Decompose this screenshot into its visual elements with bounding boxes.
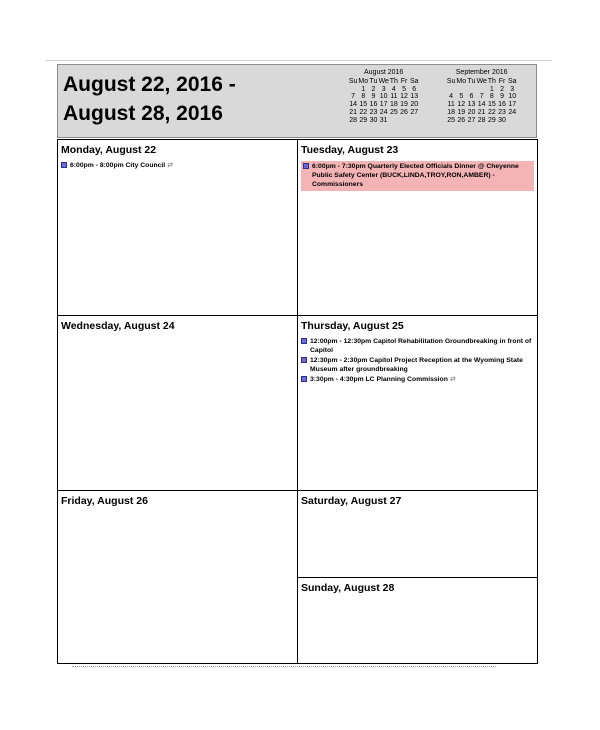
day-title: Wednesday, August 24 (61, 320, 175, 332)
calendar-date[interactable]: 18 (447, 108, 455, 116)
event-list (61, 161, 294, 170)
event-text: 6:00pm - 8:00pm City Council ⇄ (70, 162, 173, 169)
calendar-date[interactable]: 20 (410, 101, 419, 109)
calendar-date[interactable]: 5 (459, 93, 464, 101)
day-title: Thursday, August 25 (301, 320, 404, 332)
week-range-title (63, 70, 323, 128)
calendar-date[interactable]: 12 (457, 101, 466, 109)
calendar-event[interactable] (301, 161, 534, 191)
weekday-header: Fr (498, 77, 506, 85)
weekday-header: Su (348, 77, 358, 85)
calendar-date[interactable]: 26 (457, 116, 466, 124)
calendar-date[interactable]: 7 (351, 93, 356, 101)
weekday-header: Fr (400, 77, 408, 85)
calendar-event[interactable] (301, 337, 534, 355)
calendar-date[interactable]: 28 (477, 116, 486, 124)
mini-calendar-grid (446, 78, 517, 125)
calendar-date[interactable]: 1 (489, 85, 494, 93)
weekday-header: Su (446, 77, 456, 85)
mini-calendar-title: August 2016 (364, 69, 404, 76)
calendar-date (466, 86, 476, 94)
calendar-date[interactable]: 29 (487, 116, 496, 124)
calendar-date[interactable]: 17 (508, 101, 517, 109)
calendar-date (399, 117, 409, 125)
calendar-event[interactable] (301, 375, 534, 384)
calendar-date[interactable]: 3 (510, 85, 515, 93)
calendar-date[interactable]: 16 (498, 101, 506, 109)
calendar-date[interactable]: 27 (467, 116, 476, 124)
calendar-date (348, 86, 358, 94)
calendar-date[interactable]: 26 (400, 108, 408, 116)
day-title: Saturday, August 27 (301, 495, 402, 507)
recurring-arrows-icon: ⇄ (449, 376, 456, 383)
calendar-date[interactable]: 11 (447, 101, 455, 109)
calendar-event-square-icon (301, 357, 307, 363)
day-cell-thursday[interactable] (298, 316, 537, 490)
calendar-date[interactable]: 25 (447, 116, 455, 124)
calendar-date[interactable]: 10 (508, 93, 517, 101)
calendar-event-square-icon (301, 376, 307, 382)
calendar-date[interactable]: 13 (467, 101, 476, 109)
calendar-date (409, 117, 419, 125)
calendar-date[interactable]: 29 (359, 116, 368, 124)
weekday-header: Tu (467, 77, 476, 85)
week-range-start: August 22, 2016 - (63, 73, 236, 96)
calendar-date[interactable]: 3 (381, 85, 386, 93)
calendar-date (507, 117, 517, 125)
day-cell-monday[interactable] (58, 140, 297, 315)
calendar-date[interactable]: 9 (500, 93, 504, 101)
calendar-date[interactable]: 12 (400, 93, 408, 101)
calendar-date[interactable]: 23 (498, 108, 506, 116)
mini-calendar-title: September 2016 (455, 69, 508, 76)
calendar-date[interactable]: 9 (371, 93, 376, 101)
calendar-date[interactable]: 24 (508, 108, 517, 116)
day-cell-friday[interactable] (58, 491, 297, 663)
calendar-date[interactable]: 13 (410, 93, 419, 101)
day-cell-saturday[interactable] (298, 491, 537, 577)
calendar-date[interactable]: 8 (361, 93, 366, 101)
calendar-event-square-icon (301, 338, 307, 344)
calendar-date[interactable]: 21 (477, 108, 486, 116)
calendar-date[interactable]: 15 (359, 101, 368, 109)
day-cell-tuesday[interactable] (298, 140, 537, 315)
calendar-date[interactable]: 25 (389, 108, 398, 116)
calendar-date[interactable]: 20 (467, 108, 476, 116)
calendar-date[interactable]: 2 (500, 85, 504, 93)
calendar-date (389, 117, 399, 125)
calendar-date[interactable]: 19 (457, 108, 466, 116)
calendar-date[interactable]: 2 (371, 85, 376, 93)
calendar-date[interactable]: 19 (400, 101, 408, 109)
calendar-date[interactable]: 8 (489, 93, 494, 101)
weekday-header: We (476, 77, 487, 85)
calendar-date[interactable]: 1 (361, 85, 366, 93)
calendar-date (477, 86, 487, 94)
calendar-date[interactable]: 27 (410, 108, 419, 116)
event-text: 6:00pm - 7:30pm Quarterly Elected Officials Dinner @ Cheyenne Public Safety Center (BUCK,LINDA,TROY,RON,AMBER) - Commissioners (312, 163, 519, 188)
day-title: Tuesday, August 23 (301, 144, 399, 156)
calendar-date[interactable]: 30 (369, 116, 378, 124)
calendar-date[interactable]: 23 (369, 108, 378, 116)
calendar-date[interactable]: 17 (379, 101, 388, 109)
mini-calendar-august (348, 69, 419, 125)
weekday-header: We (378, 77, 389, 85)
day-title: Monday, August 22 (61, 144, 157, 156)
calendar-event-square-icon (61, 162, 67, 168)
mini-calendar-september (446, 69, 517, 125)
calendar-date[interactable]: 11 (390, 93, 398, 101)
weekday-header: Mo (358, 77, 369, 85)
calendar-date[interactable]: 6 (469, 93, 474, 101)
calendar-date[interactable]: 16 (369, 101, 378, 109)
calendar-date (446, 86, 456, 94)
weekday-header: Th (389, 77, 398, 85)
event-text: 12:00pm - 12:30pm Capitol Rehabilitation Groundbreaking in front of Capitol (310, 338, 532, 354)
mini-calendar-grid (348, 78, 419, 125)
calendar-date[interactable]: 24 (379, 108, 388, 116)
calendar-date[interactable]: 15 (487, 101, 496, 109)
event-list (301, 161, 534, 191)
calendar-event-square-icon (303, 163, 309, 169)
calendar-date[interactable]: 4 (391, 85, 396, 93)
calendar-date[interactable]: 14 (349, 101, 357, 109)
calendar-date (456, 86, 466, 94)
calendar-date[interactable]: 10 (379, 93, 388, 101)
weekday-header: Mo (456, 77, 467, 85)
event-text: 3:30pm - 4:30pm LC Planning Commission ⇄ (310, 376, 456, 383)
week-grid (57, 139, 538, 664)
calendar-date[interactable]: 6 (412, 85, 417, 93)
weekday-header: Th (487, 77, 496, 85)
week-header (57, 64, 537, 138)
day-title: Sunday, August 28 (301, 582, 395, 594)
event-list (301, 337, 534, 384)
calendar-date[interactable]: 22 (359, 108, 368, 116)
calendar-date[interactable]: 7 (479, 93, 484, 101)
calendar-date[interactable]: 18 (389, 101, 398, 109)
recurring-arrows-icon: ⇄ (167, 162, 173, 169)
event-text: 12:30pm - 2:30pm Capitol Project Reception at the Wyoming State Museum after groundbreaking (310, 357, 523, 373)
day-title: Friday, August 26 (61, 495, 148, 507)
calendar-date[interactable]: 22 (487, 108, 496, 116)
calendar-event[interactable] (301, 356, 534, 374)
calendar-date[interactable]: 31 (379, 116, 388, 124)
calendar-date[interactable]: 5 (402, 85, 406, 93)
page-top-edge (46, 60, 552, 61)
calendar-date[interactable]: 21 (349, 108, 357, 116)
weekday-header: Tu (369, 77, 378, 85)
calendar-date[interactable]: 4 (449, 93, 454, 101)
day-cell-wednesday[interactable] (58, 316, 297, 490)
weekday-header: Sa (507, 77, 517, 85)
footer-divider (72, 666, 496, 668)
day-cell-sunday[interactable] (298, 578, 537, 663)
calendar-date[interactable]: 14 (477, 101, 486, 109)
calendar-event[interactable] (61, 161, 294, 170)
weekday-header: Sa (409, 77, 419, 85)
calendar-date[interactable]: 28 (349, 116, 357, 124)
calendar-date[interactable]: 30 (498, 116, 506, 124)
week-range-end: August 28, 2016 (63, 102, 223, 125)
